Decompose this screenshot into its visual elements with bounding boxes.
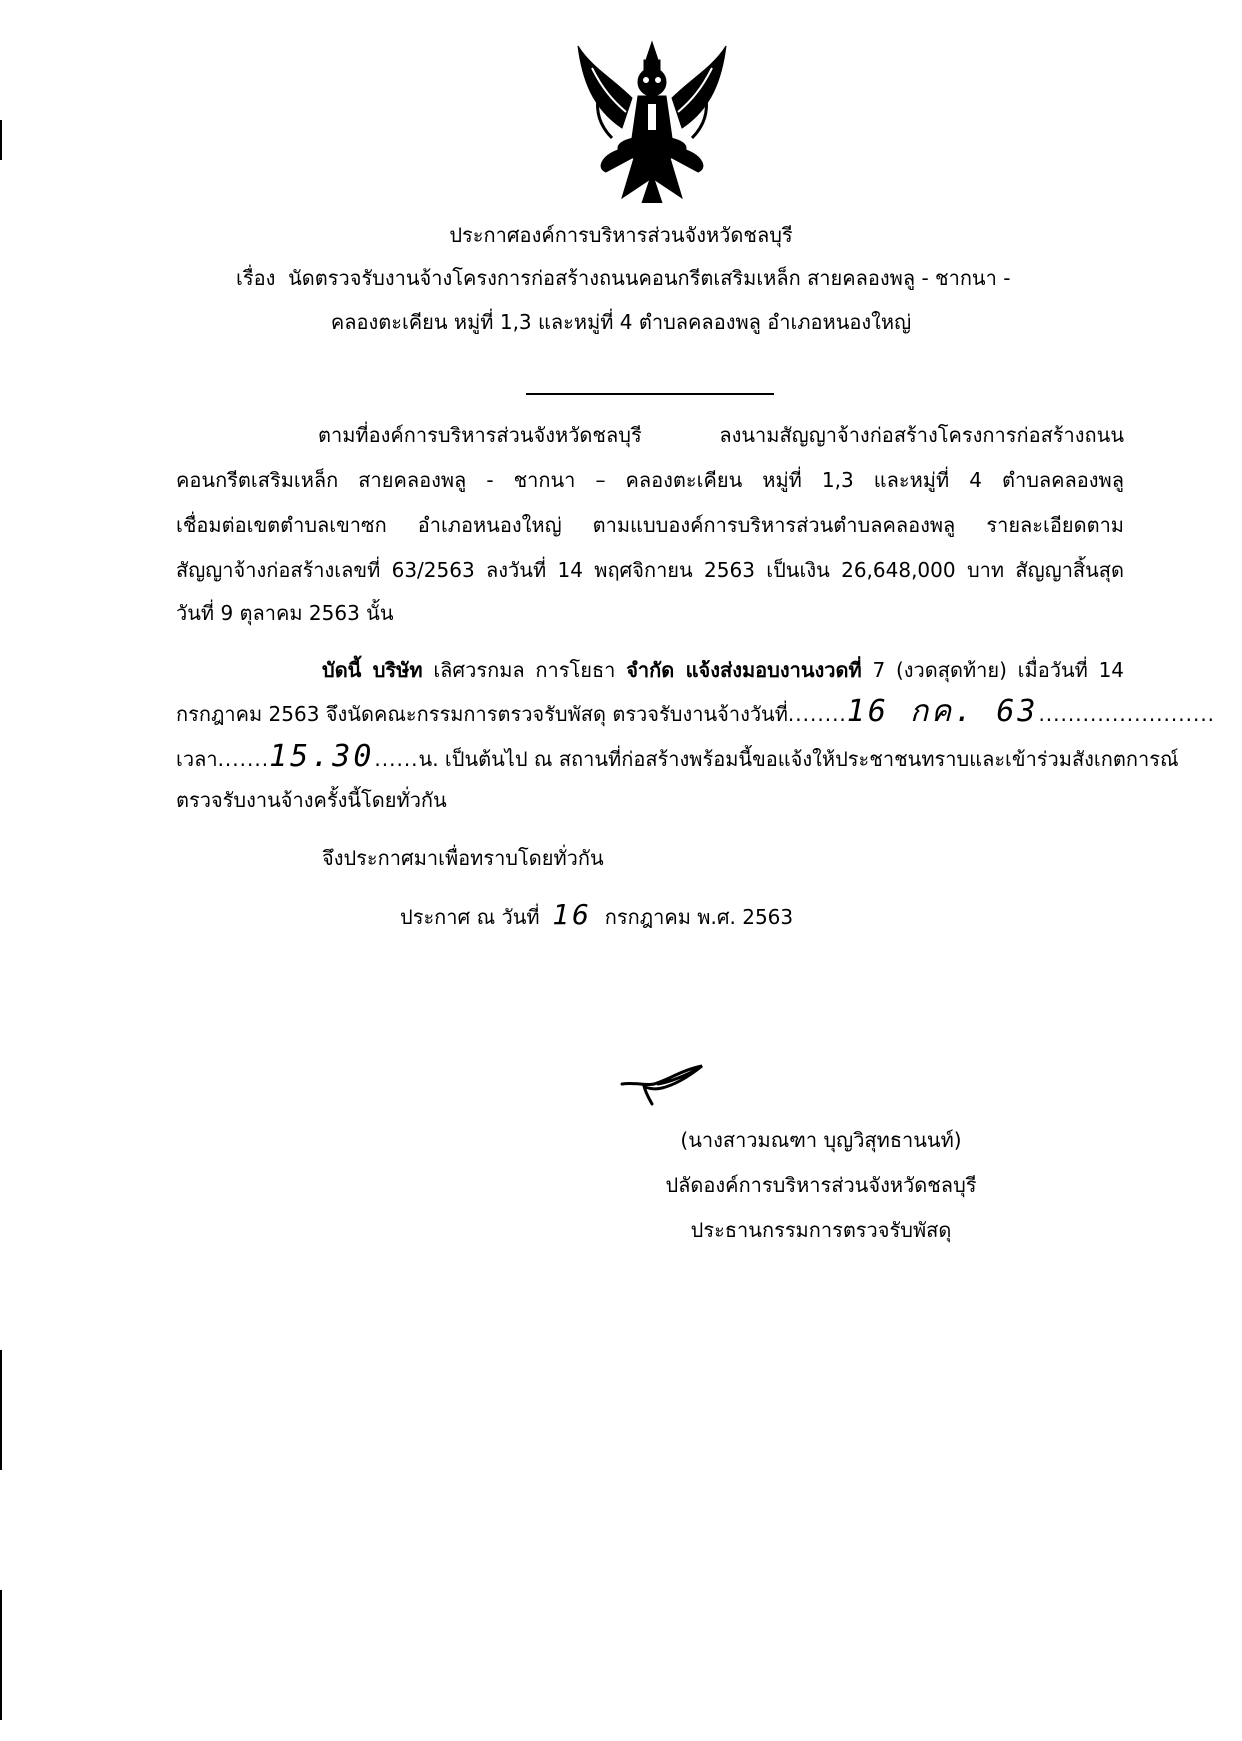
p2-text-c: จำกัด แจ้งส่งมอบงานงวดที่	[626, 658, 862, 682]
p2-l2-dots-2: ........................	[1038, 702, 1216, 726]
p2-company: เลิศวรกมล การโยธา	[433, 658, 616, 682]
subject-line-2: คลองตะเคียน หมู่ที่ 1,3 และหมู่ที่ 4 ตำบลคลองพลู อำเภอหนองใหญ่	[330, 310, 912, 334]
p2-l3-time-label: เวลา	[176, 747, 218, 771]
subject-label: เรื่อง	[236, 266, 276, 290]
p2-l2-dots-1: ........	[787, 702, 847, 726]
header-divider	[526, 393, 774, 395]
p2-line-3	[176, 739, 1179, 774]
p2-l3-text: น. เป็นต้นไป ณ สถานที่ก่อสร้างพร้อมนี้ขอแจ้งให้ประชาชนทราบและเข้าร่วมสังเกตการณ์	[418, 747, 1179, 771]
p1-line-4: สัญญาจ้างก่อสร้างเลขที่ 63/2563 ลงวันที่ 14 พฤศจิกายน 2563 เป็นเงิน 26,648,000 บาท สัญญาสิ้นสุด	[176, 558, 1124, 582]
p1-line-3: เชื่อมต่อเขตตำบลเขาซก อำเภอหนองใหญ่ ตามแบบองค์การบริหารส่วนตำบลคลองพลู รายละเอียดตาม	[176, 513, 1124, 537]
p2-line-1	[322, 655, 1124, 685]
signature-mark	[618, 1062, 710, 1106]
subject-line-1	[236, 263, 1010, 293]
handwritten-day: 16	[552, 898, 593, 931]
p1-line-5: วันที่ 9 ตุลาคม 2563 นั้น	[176, 601, 394, 625]
p1-line-1: ตามที่องค์การบริหารส่วนจังหวัดชลบุรี ลงนามสัญญาจ้างก่อสร้างโครงการก่อสร้างถนน	[318, 423, 1124, 447]
date-suffix: กรกฎาคม พ.ศ. 2563	[604, 905, 794, 929]
date-prefix: ประกาศ ณ วันที่	[400, 905, 540, 929]
handwritten-date: 16 กค. 63	[846, 694, 1039, 729]
announcement-title: ประกาศองค์การบริหารส่วนจังหวัดชลบุรี	[449, 223, 793, 247]
p2-text-d: 7 (งวดสุดท้าย) เมื่อวันที่ 14	[872, 658, 1124, 682]
garuda-emblem	[572, 38, 732, 203]
p2-l3-dots-2: ......	[374, 747, 419, 771]
p2-text-a: บัดนี้ บริษัท	[322, 658, 423, 682]
p1-line-2: คอนกรีตเสริมเหล็ก สายคลองพลู - ชากนา – คลองตะเคียน หมู่ที่ 1,3 และหมู่ที่ 4 ตำบลคลองพลู	[176, 468, 1124, 492]
p2-l2-text: กรกฎาคม 2563 จึงนัดคณะกรรมการตรวจรับพัสดุ ตรวจรับงานจ้างวันที่	[176, 702, 788, 726]
scan-edge-mark	[0, 1590, 2, 1720]
scan-edge-mark	[0, 120, 2, 160]
p2-line-2	[176, 694, 1216, 729]
scan-edge-mark	[0, 1350, 2, 1470]
signatory-role: ประธานกรรมการตรวจรับพัสดุ	[690, 1218, 952, 1242]
handwritten-time: 15.30	[269, 739, 375, 774]
announcement-date	[400, 900, 793, 932]
closing-line: จึงประกาศมาเพื่อทราบโดยทั่วกัน	[322, 846, 604, 870]
subject-text-1: นัดตรวจรับงานจ้างโครงการก่อสร้างถนนคอนกรีตเสริมเหล็ก สายคลองพลู - ชากนา -	[288, 266, 1011, 290]
signatory-title: ปลัดองค์การบริหารส่วนจังหวัดชลบุรี	[665, 1173, 977, 1197]
signatory-name: (นางสาวมณฑา บุญวิสุทธานนท์)	[680, 1128, 962, 1152]
p2-line-4: ตรวจรับงานจ้างครั้งนี้โดยทั่วกัน	[176, 788, 447, 812]
p2-l3-dots-1: .......	[217, 747, 270, 771]
